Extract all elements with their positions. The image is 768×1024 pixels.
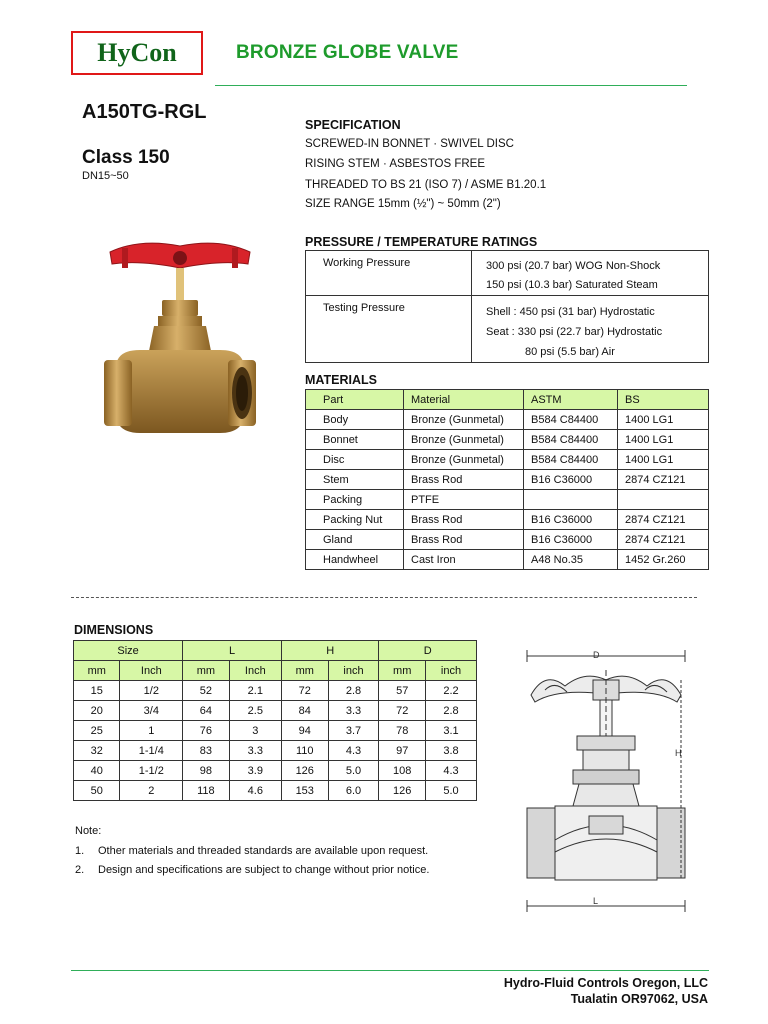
materials-cell: Body xyxy=(306,410,404,430)
dimensions-cell: 2.5 xyxy=(229,701,281,721)
materials-cell: Handwheel xyxy=(306,550,404,570)
size-range: DN15~50 xyxy=(82,170,129,182)
materials-row xyxy=(306,430,709,450)
dimensions-cell: 2.2 xyxy=(425,681,476,701)
dimensions-cell: 98 xyxy=(183,761,229,781)
dimensions-row xyxy=(74,741,477,761)
materials-cell: A48 No.35 xyxy=(524,550,618,570)
dimensions-cell: 1 xyxy=(120,721,183,741)
materials-cell: Cast Iron xyxy=(404,550,524,570)
dimensions-cell: 40 xyxy=(74,761,120,781)
dimensions-group-row xyxy=(74,641,477,661)
ratings-values xyxy=(472,296,709,363)
dimensions-cell: 3.3 xyxy=(229,741,281,761)
dimensions-row xyxy=(74,681,477,701)
ratings-table xyxy=(305,250,709,363)
group-header: L xyxy=(183,641,282,661)
dimensions-cell: 126 xyxy=(379,781,426,801)
ratings-label: Working Pressure xyxy=(306,251,472,296)
unit-header: mm xyxy=(379,661,426,681)
dimensions-cell: 72 xyxy=(281,681,328,701)
dimensions-cell: 72 xyxy=(379,701,426,721)
dimensions-cell: 4.6 xyxy=(229,781,281,801)
footer-company: Hydro-Fluid Controls Oregon, LLC xyxy=(503,976,708,990)
logo-text: HyCon xyxy=(97,38,177,67)
unit-header: inch xyxy=(328,661,379,681)
dimensions-cell: 3/4 xyxy=(120,701,183,721)
group-header: D xyxy=(379,641,477,661)
spec-line: THREADED TO BS 21 (ISO 7) / ASME B1.20.1 xyxy=(305,179,547,191)
materials-cell: B16 C36000 xyxy=(524,530,618,550)
ratings-row xyxy=(306,251,709,296)
materials-row xyxy=(306,410,709,430)
materials-cell: Bonnet xyxy=(306,430,404,450)
dimensions-cell: 110 xyxy=(281,741,328,761)
dimensions-cell: 4.3 xyxy=(425,761,476,781)
unit-header: inch xyxy=(425,661,476,681)
dimensions-cell: 97 xyxy=(379,741,426,761)
materials-cell: Packing Nut xyxy=(306,510,404,530)
column-header: ASTM xyxy=(524,390,618,410)
materials-cell: 2874 CZ121 xyxy=(618,510,709,530)
ratings-heading: PRESSURE / TEMPERATURE RATINGS xyxy=(305,235,538,249)
column-header: Part xyxy=(306,390,404,410)
label-h: H xyxy=(675,748,682,758)
dimensions-cell: 1-1/4 xyxy=(120,741,183,761)
materials-heading: MATERIALS xyxy=(305,373,377,387)
dimensions-cell: 4.3 xyxy=(328,741,379,761)
dimensions-cell: 3.1 xyxy=(425,721,476,741)
ratings-label: Testing Pressure xyxy=(306,296,472,363)
spec-line: SIZE RANGE 15mm (½") ~ 50mm (2") xyxy=(305,198,501,210)
ratings-value: Seat : 330 psi (22.7 bar) Hydrostatic xyxy=(486,326,663,338)
dimensions-cell: 108 xyxy=(379,761,426,781)
dimensions-cell: 94 xyxy=(281,721,328,741)
materials-cell: 1452 Gr.260 xyxy=(618,550,709,570)
column-header: Material xyxy=(404,390,524,410)
dimensions-cell: 52 xyxy=(183,681,229,701)
ratings-value: 300 psi (20.7 bar) WOG Non-Shock xyxy=(486,260,661,272)
note-text: Design and specifications are subject to change without prior notice. xyxy=(98,864,430,876)
materials-row xyxy=(306,550,709,570)
company-logo xyxy=(71,31,203,75)
materials-cell: Brass Rod xyxy=(404,530,524,550)
dimensions-cell: 3.7 xyxy=(328,721,379,741)
group-header: H xyxy=(281,641,378,661)
note-item xyxy=(75,864,430,876)
materials-cell: 2874 CZ121 xyxy=(618,470,709,490)
materials-cell xyxy=(618,490,709,510)
document-title: BRONZE GLOBE VALVE xyxy=(236,42,459,63)
specification-heading: SPECIFICATION xyxy=(305,118,401,132)
materials-cell: Bronze (Gunmetal) xyxy=(404,430,524,450)
materials-cell: Bronze (Gunmetal) xyxy=(404,410,524,430)
materials-row xyxy=(306,530,709,550)
materials-cell: 2874 CZ121 xyxy=(618,530,709,550)
materials-header-row xyxy=(306,390,709,410)
dimensions-row xyxy=(74,781,477,801)
materials-row xyxy=(306,490,709,510)
dimensions-cell: 2.8 xyxy=(425,701,476,721)
unit-header: mm xyxy=(74,661,120,681)
dimensions-cell: 57 xyxy=(379,681,426,701)
materials-cell xyxy=(524,490,618,510)
dimensions-cell: 20 xyxy=(74,701,120,721)
materials-cell: Packing xyxy=(306,490,404,510)
materials-cell: PTFE xyxy=(404,490,524,510)
notes-heading: Note: xyxy=(75,825,102,837)
section-divider xyxy=(71,597,697,598)
note-item xyxy=(75,845,429,857)
spec-line: SCREWED-IN BONNET · SWIVEL DISC xyxy=(305,138,514,150)
dimensions-row xyxy=(74,701,477,721)
materials-cell: Bronze (Gunmetal) xyxy=(404,450,524,470)
note-text: Other materials and threaded standards are available upon request. xyxy=(98,845,429,857)
ratings-row xyxy=(306,296,709,363)
dimensions-cell: 3.9 xyxy=(229,761,281,781)
dimensions-cell: 3.3 xyxy=(328,701,379,721)
dimensions-cell: 76 xyxy=(183,721,229,741)
footer-location: Tualatin OR97062, USA xyxy=(570,992,708,1006)
materials-cell: Stem xyxy=(306,470,404,490)
dimensions-cell: 3.8 xyxy=(425,741,476,761)
dimensions-row xyxy=(74,721,477,741)
materials-cell: B16 C36000 xyxy=(524,510,618,530)
dimensions-table xyxy=(73,640,477,801)
group-header: Size xyxy=(74,641,183,661)
materials-row xyxy=(306,450,709,470)
materials-cell: B16 C36000 xyxy=(524,470,618,490)
materials-cell: Brass Rod xyxy=(404,470,524,490)
dimensions-cell: 3 xyxy=(229,721,281,741)
dimensions-cell: 2.1 xyxy=(229,681,281,701)
unit-header: Inch xyxy=(120,661,183,681)
column-header: BS xyxy=(618,390,709,410)
dimensions-cell: 83 xyxy=(183,741,229,761)
materials-cell: Gland xyxy=(306,530,404,550)
note-number: 1. xyxy=(75,845,85,857)
materials-cell: Disc xyxy=(306,450,404,470)
dimensions-cell: 1-1/2 xyxy=(120,761,183,781)
dimensions-cell: 78 xyxy=(379,721,426,741)
valve-photo xyxy=(100,238,260,438)
dimension-drawing xyxy=(505,640,695,920)
spec-line: RISING STEM · ASBESTOS FREE xyxy=(305,158,485,170)
dimensions-cell: 126 xyxy=(281,761,328,781)
dimensions-row xyxy=(74,761,477,781)
ratings-values xyxy=(472,251,709,296)
materials-cell: B584 C84400 xyxy=(524,450,618,470)
materials-row xyxy=(306,510,709,530)
materials-cell: Brass Rod xyxy=(404,510,524,530)
dimensions-cell: 25 xyxy=(74,721,120,741)
dimensions-cell: 6.0 xyxy=(328,781,379,801)
dimensions-cell: 15 xyxy=(74,681,120,701)
dimensions-unit-row xyxy=(74,661,477,681)
dimensions-cell: 84 xyxy=(281,701,328,721)
note-number: 2. xyxy=(75,864,85,876)
materials-cell: 1400 LG1 xyxy=(618,430,709,450)
ratings-value: Shell : 450 psi (31 bar) Hydrostatic xyxy=(486,306,655,318)
header-rule xyxy=(215,85,687,86)
unit-header: Inch xyxy=(229,661,281,681)
footer-rule xyxy=(71,970,709,971)
materials-cell: B584 C84400 xyxy=(524,430,618,450)
materials-row xyxy=(306,470,709,490)
dimensions-cell: 50 xyxy=(74,781,120,801)
materials-cell: 1400 LG1 xyxy=(618,410,709,430)
dimensions-cell: 5.0 xyxy=(425,781,476,801)
model-number: A150TG-RGL xyxy=(82,101,207,123)
pressure-class: Class 150 xyxy=(82,147,170,168)
dimensions-cell: 2 xyxy=(120,781,183,801)
materials-cell: B584 C84400 xyxy=(524,410,618,430)
dimensions-cell: 2.8 xyxy=(328,681,379,701)
dimensions-cell: 5.0 xyxy=(328,761,379,781)
materials-cell: 1400 LG1 xyxy=(618,450,709,470)
ratings-value: 150 psi (10.3 bar) Saturated Steam xyxy=(486,279,658,291)
dimensions-cell: 64 xyxy=(183,701,229,721)
dimensions-cell: 153 xyxy=(281,781,328,801)
unit-header: mm xyxy=(281,661,328,681)
unit-header: mm xyxy=(183,661,229,681)
label-d: D xyxy=(593,650,600,660)
materials-table xyxy=(305,389,709,570)
dimensions-heading: DIMENSIONS xyxy=(74,623,154,637)
dimensions-cell: 118 xyxy=(183,781,229,801)
dimensions-cell: 32 xyxy=(74,741,120,761)
dimensions-cell: 1/2 xyxy=(120,681,183,701)
label-l: L xyxy=(593,896,599,906)
ratings-value: 80 psi (5.5 bar) Air xyxy=(525,346,615,358)
